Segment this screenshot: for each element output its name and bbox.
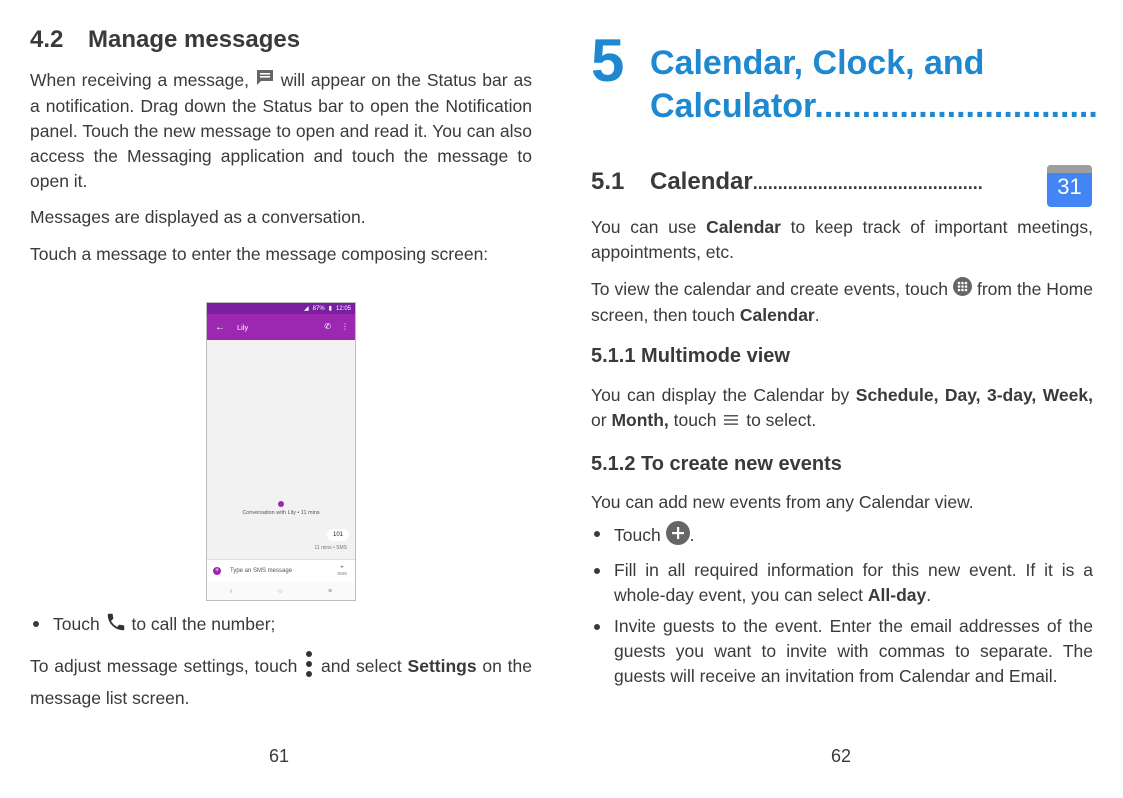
multimode-paragraph: You can display the Calendar by Schedule, Day, 3-day, Week, or Month, touch to select.: [591, 383, 1093, 434]
phone-call-icon: [105, 611, 127, 640]
add-event-plus-icon: [666, 521, 690, 552]
subsection-heading-5-1-1: 5.1.1 Multimode view: [591, 345, 790, 367]
calendar-intro-paragraph: You can use Calendar to keep track of important meetings, appointments, etc.: [591, 217, 1093, 262]
apps-grid-icon: [953, 277, 972, 303]
section-heading-5-1: 5.1 Calendar..............................................: [591, 168, 983, 195]
phone-nav-bar: [207, 582, 355, 600]
message-notification-paragraph: When receiving a message, will appear on the Status bar as a notification. Drag down the Status bar to open the Notification panel. Touch the new message to open and read it. You can also access the Messaging application and touch the message to open it.: [30, 70, 532, 191]
message-icon: [255, 69, 275, 94]
page-number: 61: [269, 746, 290, 766]
back-arrow-icon: ←: [215, 321, 225, 333]
chapter-number: 5: [591, 27, 625, 94]
calendar-app-icon: 31: [1046, 164, 1093, 208]
conversation-paragraph: Messages are displayed as a conversation.: [30, 207, 366, 227]
message-meta: 11 mins • SMS: [314, 545, 347, 551]
list-item: Touch .: [591, 521, 1093, 552]
page-number: 62: [831, 746, 852, 766]
messaging-screenshot: [206, 302, 356, 601]
nav-back-icon: ‹: [229, 587, 233, 595]
attach-plus-icon: +: [214, 567, 220, 574]
list-item: Touch to call the number;: [30, 611, 532, 640]
chapter-title: Calendar, Clock, and Calculator..............................: [650, 44, 1098, 125]
more-icon: ⋮: [341, 322, 349, 331]
right-page: [591, 0, 1098, 798]
message-input: + Type an SMS message ➤ SMS: [207, 559, 355, 582]
call-icon: ✆: [324, 322, 331, 331]
nav-home-icon: ○: [277, 587, 283, 595]
events-bullet-list: [591, 521, 1093, 689]
phone-app-bar: ← Lily ✆ ⋮: [207, 314, 355, 340]
message-bubble: 101: [327, 529, 349, 541]
nav-recents-icon: ≡: [327, 587, 333, 595]
left-page: [30, 0, 532, 798]
more-vertical-icon: [303, 649, 315, 686]
settings-paragraph: To adjust message settings, touch and select Settings on the message list screen.: [30, 649, 532, 711]
conversation-note: Conversation with Lily • 11 mins: [207, 501, 355, 516]
send-icon: ➤ SMS: [337, 564, 347, 576]
list-item: Fill in all required information for this new event. If it is a whole-day event, you can select All-day.: [591, 558, 1093, 608]
view-calendar-paragraph: To view the calendar and create events, touch from the Home screen, then touch Calendar.: [591, 279, 1093, 326]
section-heading-4-2: 4.2 Manage messages: [30, 26, 301, 53]
compose-paragraph: Touch a message to enter the message composing screen:: [30, 244, 489, 264]
call-bullet-list: [30, 611, 532, 640]
menu-icon: [721, 409, 741, 434]
list-item: Invite guests to the event. Enter the email addresses of the guests you want to invite with commas to separate. The guests will receive an invitation from Calendar and Email.: [591, 614, 1093, 689]
signal-icon: ◢: [304, 306, 309, 312]
contact-avatar: [278, 501, 284, 507]
battery-icon: ▮: [328, 306, 332, 312]
phone-status-bar: ◢ 87% ▮ 12:05: [207, 303, 355, 314]
events-intro-paragraph: You can add new events from any Calendar view.: [591, 492, 974, 512]
subsection-heading-5-1-2: 5.1.2 To create new events: [591, 453, 842, 475]
